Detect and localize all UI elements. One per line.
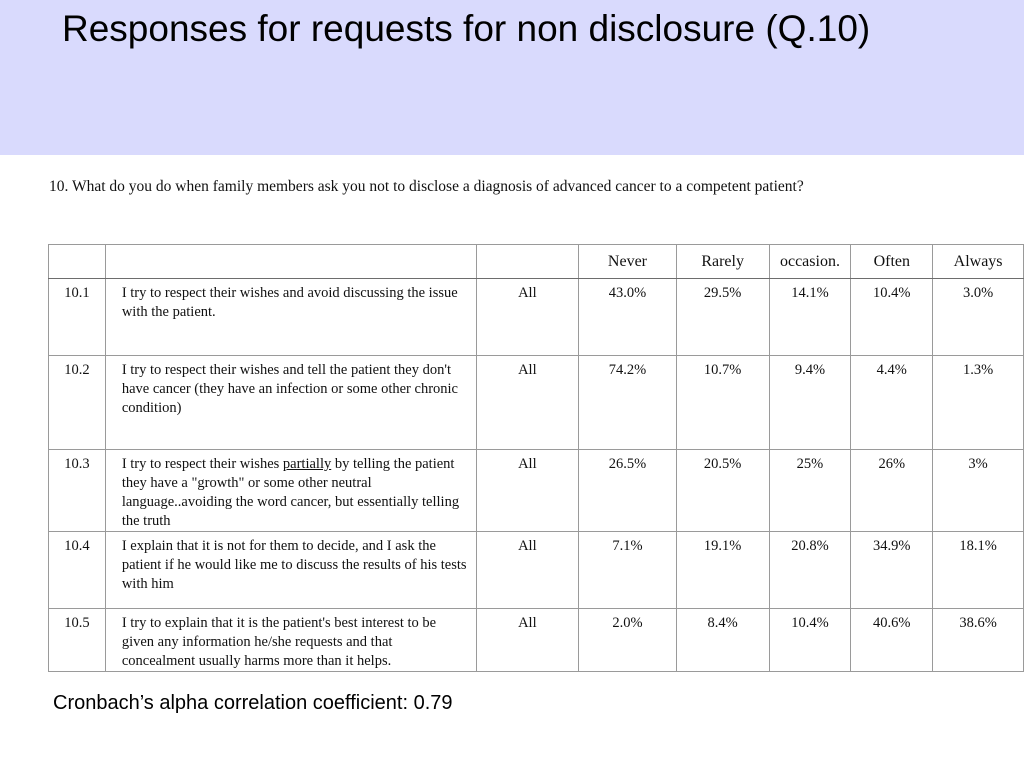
cell-occasion: 9.4% xyxy=(769,356,851,450)
table-row xyxy=(49,532,1024,609)
cell-occasion: 20.8% xyxy=(769,532,851,609)
row-statement: I try to explain that it is the patient's best interest to be given any information he/she requests and that concealment usually harms more than it helps. xyxy=(105,609,476,672)
header-group xyxy=(476,245,579,279)
cell-often: 40.6% xyxy=(851,609,933,672)
row-group: All xyxy=(476,356,579,450)
cell-never: 7.1% xyxy=(579,532,677,609)
cell-never: 74.2% xyxy=(579,356,677,450)
row-statement xyxy=(105,450,476,532)
row-group: All xyxy=(476,450,579,532)
header-num xyxy=(49,245,106,279)
cell-rarely: 29.5% xyxy=(676,279,769,356)
row-group: All xyxy=(476,532,579,609)
row-number: 10.2 xyxy=(49,356,106,450)
cell-rarely: 20.5% xyxy=(676,450,769,532)
cronbach-alpha-note: Cronbach’s alpha correlation coefficient: 0.79 xyxy=(53,692,453,714)
row-number: 10.1 xyxy=(49,279,106,356)
row-number: 10.3 xyxy=(49,450,106,532)
header-statement xyxy=(105,245,476,279)
cell-often: 26% xyxy=(851,450,933,532)
header-never: Never xyxy=(579,245,677,279)
statement-part: I try to respect their wishes xyxy=(121,456,283,472)
slide-title: Responses for requests for non disclosure (Q.10) xyxy=(62,8,871,49)
cell-always: 3.0% xyxy=(933,279,1024,356)
row-group: All xyxy=(476,279,579,356)
row-number: 10.5 xyxy=(49,609,106,672)
row-number: 10.4 xyxy=(49,532,106,609)
row-statement: I try to respect their wishes and avoid discussing the issue with the patient. xyxy=(105,279,476,356)
question-text: 10. What do you do when family members ask you not to disclose a diagnosis of advanced cancer to a competent patient? xyxy=(49,178,804,195)
cell-rarely: 19.1% xyxy=(676,532,769,609)
cell-never: 26.5% xyxy=(579,450,677,532)
table-row xyxy=(49,450,1024,532)
statement-part: by telling the patient they have a "growth" or some other neutral language..avoiding the word cancer, but essentially telling the truth xyxy=(121,456,460,529)
cell-rarely: 8.4% xyxy=(676,609,769,672)
responses-table xyxy=(48,244,1024,672)
cell-often: 34.9% xyxy=(851,532,933,609)
header-always: Always xyxy=(933,245,1024,279)
cell-occasion: 14.1% xyxy=(769,279,851,356)
cell-often: 4.4% xyxy=(851,356,933,450)
table-header-row xyxy=(49,245,1024,279)
underlined-word: partially xyxy=(282,456,332,472)
cell-always: 38.6% xyxy=(933,609,1024,672)
row-group: All xyxy=(476,609,579,672)
header-occasion: occasion. xyxy=(769,245,851,279)
cell-occasion: 10.4% xyxy=(769,609,851,672)
cell-occasion: 25% xyxy=(769,450,851,532)
row-statement: I explain that it is not for them to decide, and I ask the patient if he would like me to discuss the results of his tests with him xyxy=(105,532,476,609)
row-statement: I try to respect their wishes and tell the patient they don't have cancer (they have an infection or some other chronic condition) xyxy=(105,356,476,450)
cell-always: 3% xyxy=(933,450,1024,532)
header-often: Often xyxy=(851,245,933,279)
cell-often: 10.4% xyxy=(851,279,933,356)
cell-never: 2.0% xyxy=(579,609,677,672)
cell-always: 18.1% xyxy=(933,532,1024,609)
cell-never: 43.0% xyxy=(579,279,677,356)
table-row xyxy=(49,609,1024,672)
cell-rarely: 10.7% xyxy=(676,356,769,450)
table-row xyxy=(49,356,1024,450)
header-rarely: Rarely xyxy=(676,245,769,279)
table-row xyxy=(49,279,1024,356)
cell-always: 1.3% xyxy=(933,356,1024,450)
